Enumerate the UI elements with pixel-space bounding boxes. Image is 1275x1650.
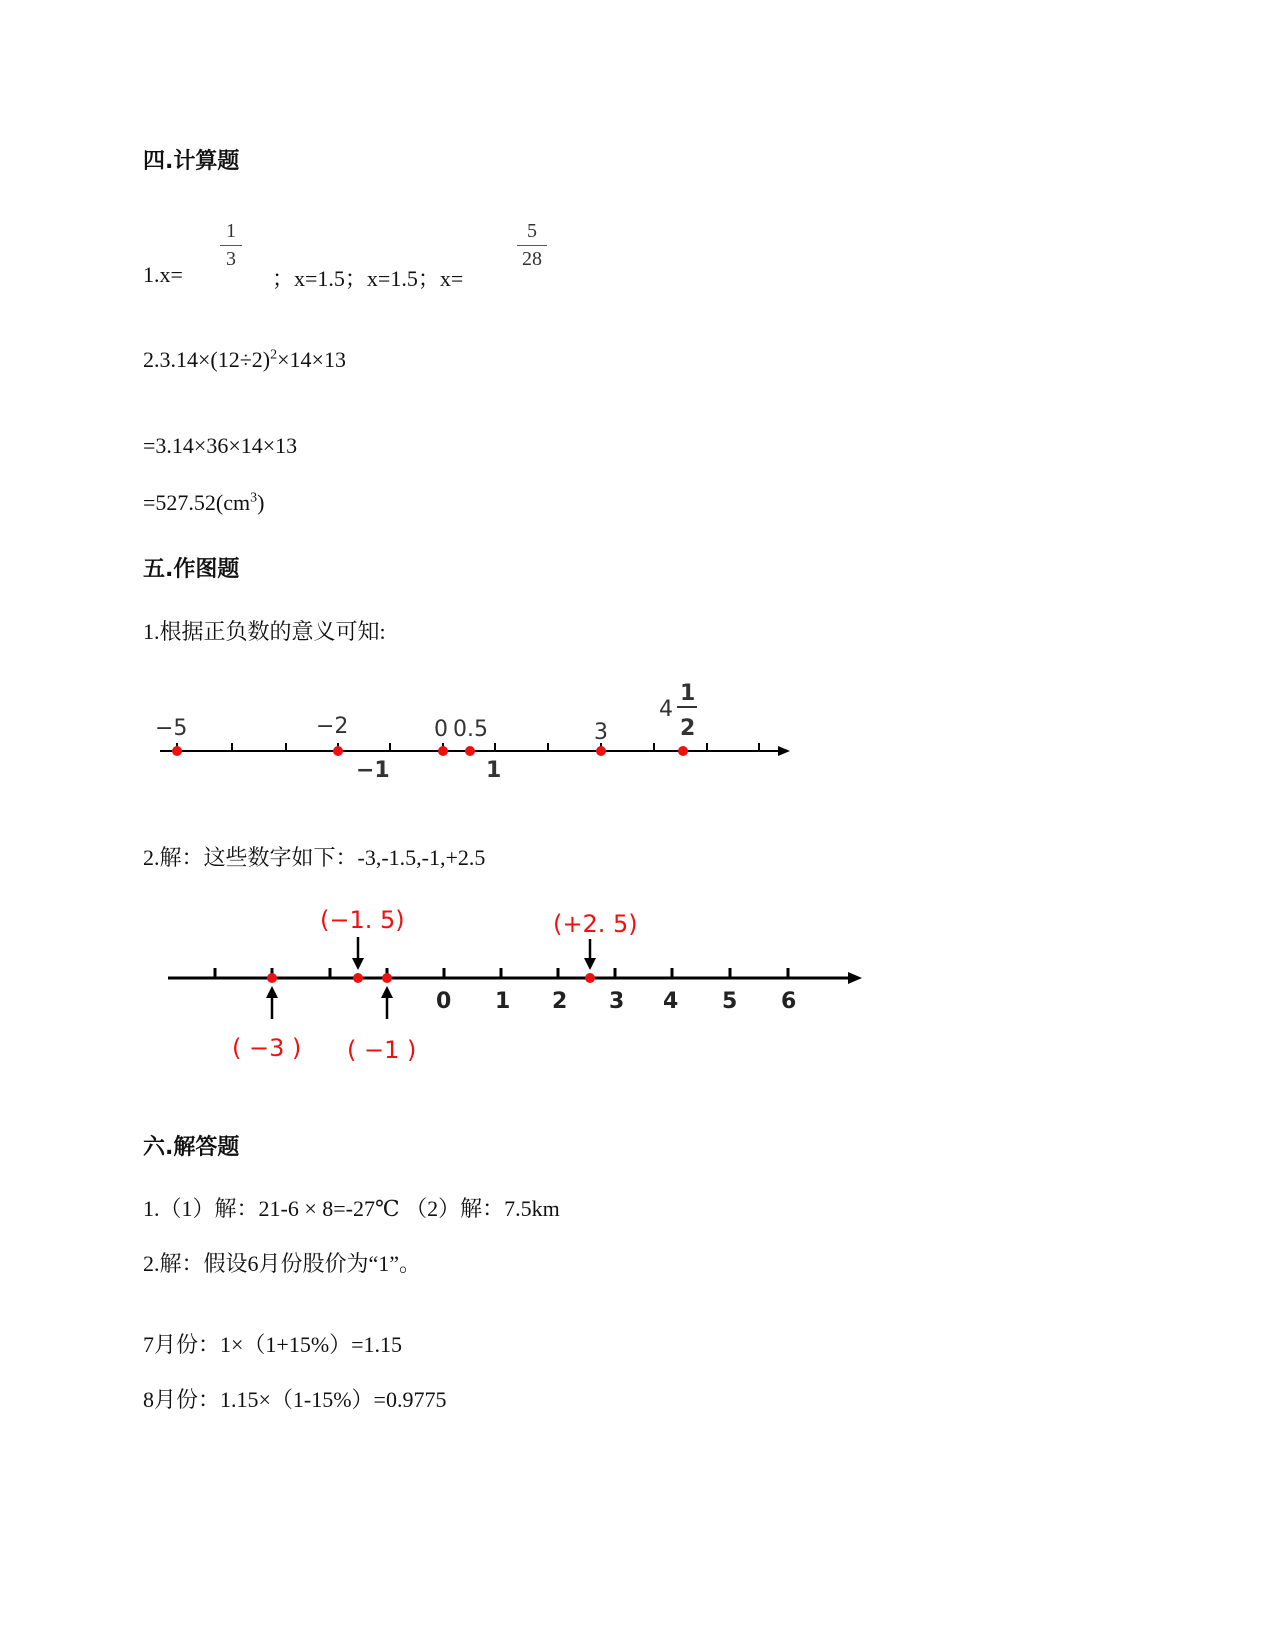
point-minus-3 xyxy=(267,973,277,983)
tick-label-4: 4 xyxy=(663,989,679,1014)
label-mixed-whole: 4 xyxy=(659,697,673,722)
label-minus-2: −2 xyxy=(316,714,349,739)
arrow-head xyxy=(584,958,596,970)
q2-line2: =3.14×36×14×13 xyxy=(143,433,298,458)
section-4-heading: 四.计算题 xyxy=(143,149,240,174)
label-1: 1 xyxy=(486,758,502,783)
callout-minus-3: ( −3 ) xyxy=(232,1034,302,1062)
fraction-numerator: 1 xyxy=(226,220,236,242)
tick-label-5: 5 xyxy=(722,989,738,1014)
arrow-head xyxy=(381,986,393,998)
point-4-half xyxy=(678,746,688,756)
callout-plus-2-5: (+2. 5) xyxy=(553,910,638,938)
number-line-2 xyxy=(160,895,870,1075)
fraction-numerator: 5 xyxy=(527,220,537,242)
tick-label-6: 6 xyxy=(781,989,797,1014)
arrow-head xyxy=(848,972,862,984)
point-minus-1 xyxy=(382,973,392,983)
number-line-1 xyxy=(140,670,820,795)
tick-label-2: 2 xyxy=(552,989,568,1014)
label-0-5: 0.5 xyxy=(453,717,488,742)
tick-label-0: 0 xyxy=(436,989,452,1014)
fraction-bar xyxy=(517,245,547,246)
q2-line3-b: ) xyxy=(257,490,265,515)
tick-labels xyxy=(436,989,796,1014)
q2-line3 xyxy=(143,490,264,516)
s6-q2-line3: 8月份：1.15×（1-15%）=0.9775 xyxy=(143,1387,447,1412)
q1-prefix: 1.x= xyxy=(143,262,183,287)
label-minus-1: −1 xyxy=(356,758,390,783)
label-3: 3 xyxy=(594,720,608,745)
arrow-head xyxy=(778,746,790,756)
s5-q2-text: 2.解：这些数字如下：-3,-1.5,-1,+2.5 xyxy=(143,845,486,870)
s5-q1-text: 1.根据正负数的意义可知: xyxy=(143,619,386,644)
q2-line1 xyxy=(143,347,346,373)
tick-label-3: 3 xyxy=(609,989,625,1014)
q2-line3-exponent: 3 xyxy=(250,490,258,506)
point-0-5 xyxy=(465,746,475,756)
q2-line1-a: 2.3.14×(12÷2) xyxy=(143,347,271,372)
fraction-denominator: 28 xyxy=(522,248,542,270)
label-mixed-numerator: 1 xyxy=(680,681,696,706)
point-minus-1-5 xyxy=(353,973,363,983)
point-plus-2-5 xyxy=(585,973,595,983)
q2-line1-b: ×14×13 xyxy=(277,347,346,372)
label-minus-5: −5 xyxy=(155,716,188,741)
fraction-five-28ths xyxy=(517,220,547,271)
point-minus-5 xyxy=(172,746,182,756)
s6-q2-line2: 7月份：1×（1+15%）=1.15 xyxy=(143,1332,403,1357)
fraction-one-third xyxy=(220,220,242,271)
q1-middle: ；x=1.5；x=1.5；x= xyxy=(272,266,464,291)
fraction-bar xyxy=(220,245,242,246)
arrow-head xyxy=(352,958,364,970)
callout-minus-1-5: (−1. 5) xyxy=(320,906,405,934)
q2-line3-a: =527.52(cm xyxy=(143,490,251,515)
q2-line1-exponent: 2 xyxy=(270,347,278,363)
callout-minus-1: ( −1 ) xyxy=(347,1036,417,1064)
arrow-head xyxy=(266,986,278,998)
tick-label-1: 1 xyxy=(495,989,511,1014)
section-6-heading: 六.解答题 xyxy=(143,1135,240,1160)
point-0 xyxy=(438,746,448,756)
point-3 xyxy=(596,746,606,756)
s6-q2-line1: 2.解：假设6月份股价为“1”。 xyxy=(143,1251,422,1276)
label-0: 0 xyxy=(434,717,448,742)
section-5-heading: 五.作图题 xyxy=(143,557,240,582)
point-minus-2 xyxy=(333,746,343,756)
fraction-denominator: 3 xyxy=(226,248,236,270)
label-mixed-denominator: 2 xyxy=(680,716,696,741)
s6-q1: 1.（1）解：21-6 × 8=-27℃ （2）解：7.5km xyxy=(143,1196,560,1221)
